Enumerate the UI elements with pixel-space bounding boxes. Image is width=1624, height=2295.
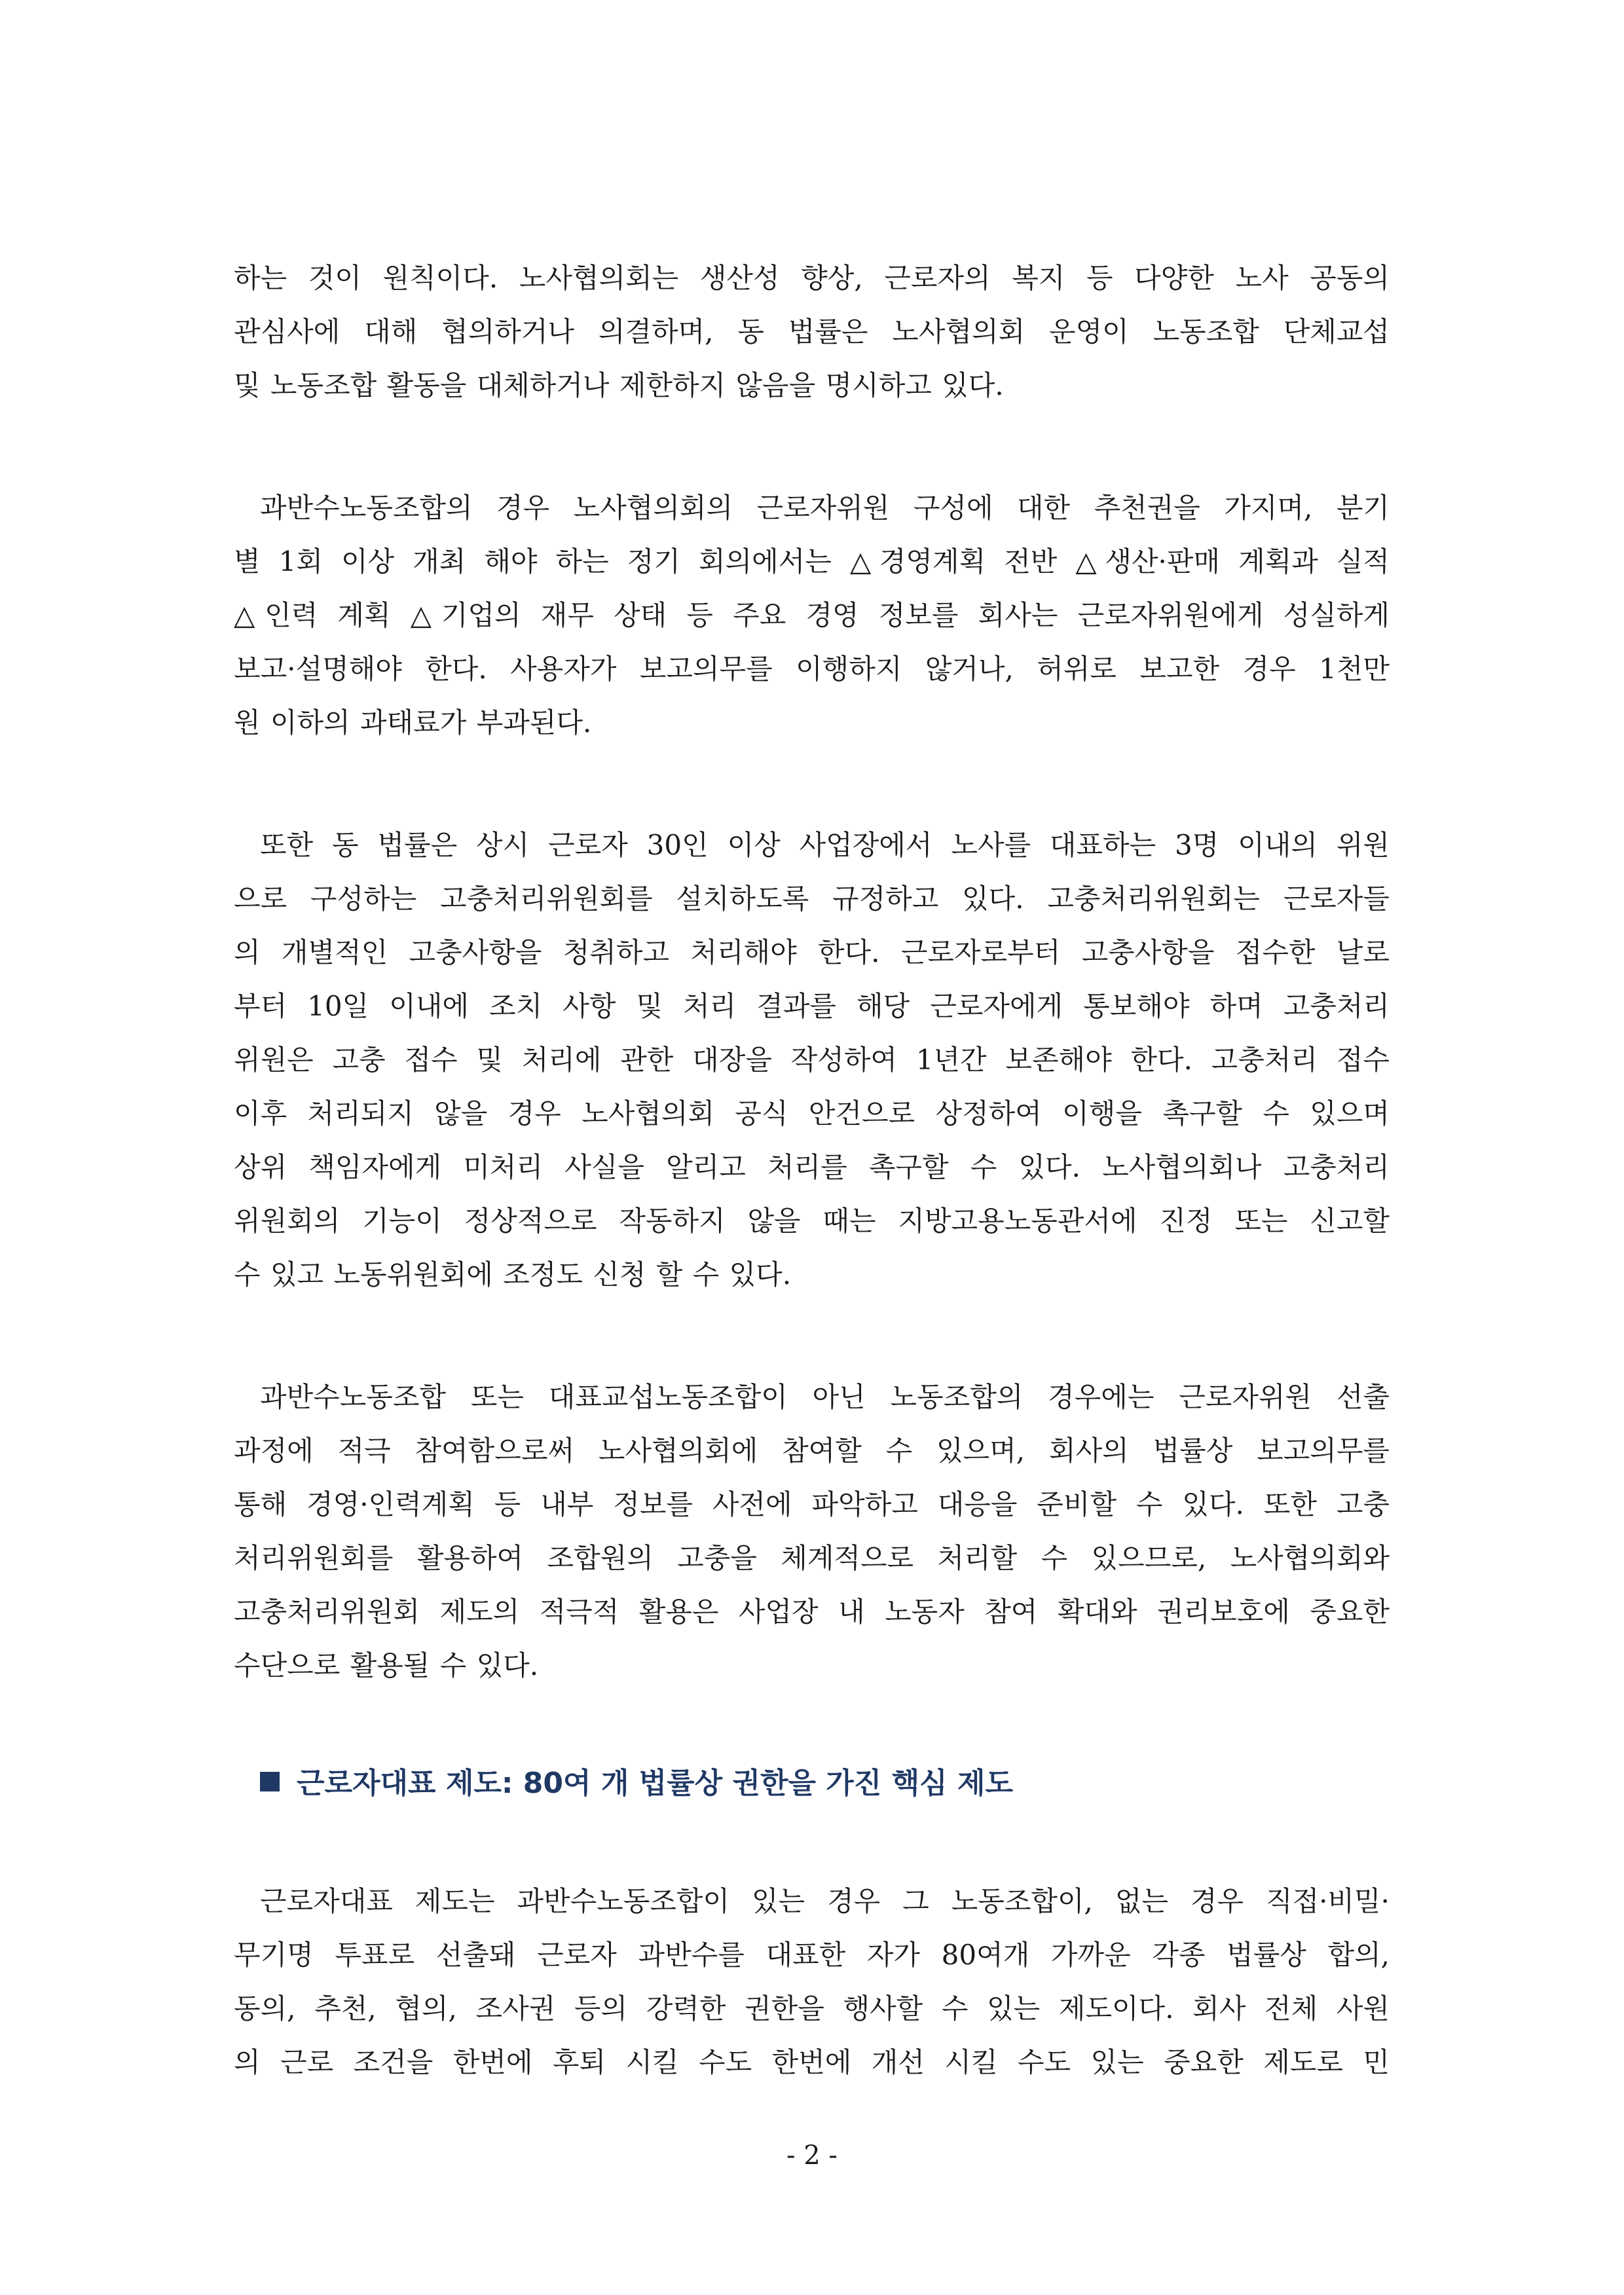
paragraph-5 [234,1875,1390,2089]
square-bullet-icon [260,1772,280,1791]
text-line: 통해 경영·인력계획 등 내부 정보를 사전에 파악하고 대응을 준비할 수 있다. 또한 고충 [234,1488,1390,1520]
text-line: 이후 처리되지 않을 경우 노사협의회 공식 안건으로 상정하여 이행을 촉구할 수 있으며 [234,1097,1390,1129]
section-heading-text: 근로자대표 제도: 80여 개 법률상 권한을 가진 핵심 제도 [297,1767,1013,1800]
paragraph-3 [234,818,1390,1302]
text-line: 위원은 고충 접수 및 처리에 관한 대장을 작성하여 1년간 보존해야 한다. 고충처리 접수 [234,1044,1390,1076]
text-line: 과정에 적극 참여함으로써 노사협의회에 참여할 수 있으며, 회사의 법률상 보고의무를 [234,1435,1390,1467]
text-line: △인력 계획 △기업의 재무 상태 등 주요 경영 정보를 회사는 근로자위원에게 성실하게 [234,599,1390,631]
text-line: 의 개별적인 고충사항을 청취하고 처리해야 한다. 근로자로부터 고충사항을 접수한 날로 [234,936,1390,968]
text-line: 고충처리위원회 제도의 적극적 활용은 사업장 내 노동자 참여 확대와 권리보호에 중요한 [234,1596,1390,1628]
text-line: 상위 책임자에게 미처리 사실을 알리고 처리를 촉구할 수 있다. 노사협의회나 고충처리 [234,1151,1390,1183]
section-heading [234,1757,1390,1810]
text-line: 수 있고 노동위원회에 조정도 신청 할 수 있다. [234,1258,792,1291]
text-line: 보고·설명해야 한다. 사용자가 보고의무를 이행하지 않거나, 허위로 보고한 경우 1천만 [234,653,1390,685]
paragraph-4 [234,1370,1390,1693]
text-line: 과반수노동조합 또는 대표교섭노동조합이 아닌 노동조합의 경우에는 근로자위원 선출 [260,1381,1390,1413]
text-line: 부터 10일 이내에 조치 사항 및 처리 결과를 해당 근로자에게 통보해야 하며 고충처리 [234,990,1390,1022]
text-line: 원 이하의 과태료가 부과된다. [234,707,592,739]
text-line: 관심사에 대해 협의하거나 의결하며, 동 법률은 노사협의회 운영이 노동조합 단체교섭 [234,316,1390,348]
text-line: 위원회의 기능이 정상적으로 작동하지 않을 때는 지방고용노동관서에 진정 또는 신고할 [234,1205,1390,1237]
text-line: 의 근로 조건을 한번에 후퇴 시킬 수도 한번에 개선 시킬 수도 있는 중요한 제도로 민 [234,2046,1390,2078]
page-number: - 2 - [786,2140,838,2171]
text-line: 근로자대표 제도는 과반수노동조합이 있는 경우 그 노동조합이, 없는 경우 직접·비밀· [260,1885,1390,1917]
text-line: 처리위원회를 활용하여 조합원의 고충을 체계적으로 처리할 수 있으므로, 노사협의회와 [234,1542,1390,1574]
text-line: 과반수노동조합의 경우 노사협의회의 근로자위원 구성에 대한 추천권을 가지며, 분기 [260,492,1390,524]
text-line: 하는 것이 원칙이다. 노사협의회는 생산성 향상, 근로자의 복지 등 다양한 노사 공동의 [234,262,1390,294]
text-line: 및 노동조합 활동을 대체하거나 제한하지 않음을 명시하고 있다. [234,369,1004,401]
text-line: 으로 구성하는 고충처리위원회를 설치하도록 규정하고 있다. 고충처리위원회는 근로자들 [234,883,1390,915]
text-line: 무기명 투표로 선출돼 근로자 과반수를 대표한 자가 80여개 가까운 각종 법률상 합의, [234,1939,1390,1971]
text-line: 동의, 추천, 협의, 조사권 등의 강력한 권한을 행사할 수 있는 제도이다. 회사 전체 사원 [234,1992,1390,2025]
paragraph-2 [234,481,1390,750]
text-line: 수단으로 활용될 수 있다. [234,1649,539,1681]
paragraph-1 [234,251,1390,413]
text-line: 별 1회 이상 개최 해야 하는 정기 회의에서는 △경영계획 전반 △생산·판매 계획과 실적 [234,545,1390,578]
document-body [234,251,1390,2089]
text-line: 또한 동 법률은 상시 근로자 30인 이상 사업장에서 노사를 대표하는 3명 이내의 위원 [260,829,1390,861]
